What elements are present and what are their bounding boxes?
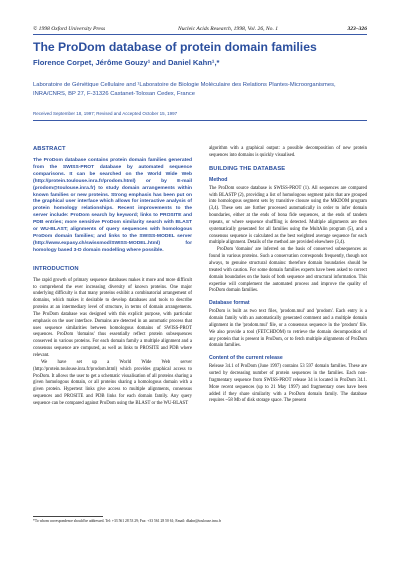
paper-title: The ProDom database of protein domain families [33, 40, 317, 54]
building-heading: BUILDING THE DATABASE [209, 165, 286, 172]
content-paragraph: Release 34.1 of ProDom (June 1997) contains 53 597 domain families. These are sorted by decreasing number of protein sequences in the families. Each non-fragmentary sequence from SWISS-PROT release 34 is located in ProDom 34.1. More recent sequences (up to 21 May 1997) and fragmentary ones have been added if they share similarity with a ProDom domain family. The database requires ~58 Mb of disk storage space. The present [209, 364, 367, 404]
method-paragraph: The ProDom source database is SWISS-PROT (1). All sequences are compared with BLASTP (2), providing a list of homologous segment pairs that are grouped into homologous segment sets by transitive closure using the MKDOM program (3,4). These sets are further processed automatically in order to infer domain boundaries, either at the ends of bona fide sequences, at the ends of tandem repeats, or where sequence shuffling is detected. Multiple alignments are then systematically generated for all families using the MultAlin program (5), and a consensus sequence is calculated as the best weighted average sequence for each multiple alignment. Details of the method are provided elsewhere (3,4). [209, 185, 367, 246]
method-heading: Method [209, 176, 228, 183]
affiliation: Laboratoire de Génétique Cellulaire and ¹Laboratoire de Biologie Moléculaire des Relations Plantes-Microorganismes, INRA/CNRS, BP 27, F-31326 Castanet-Tolosan Cedex, France [33, 82, 336, 97]
content-heading: Content of the current release [209, 355, 283, 362]
correspondence-footnote: *To whom correspondence should be addressed. Tel: +33 561 28 53 29; Fax: +33 561 28 50 61; Email: dkahn@toulouse.inra.fr [33, 519, 222, 523]
abstract-heading: ABSTRACT [33, 146, 66, 152]
abstract-text: The ProDom database contains protein domain families generated from the SWISS-PROT database by automated sequence comparisons. It can be searched on the World Wide Web (http://protein.toulouse.inra.fr/prodom.html) or by E-mail (prodom@toulouse.inra.fr) to study domain arrangements within known families or new proteins. Strong emphasis has been put on the graphical user interface which allows for interactive analysis of protein homology relationships. Recent improvements to the server include: ProDom search by keyword; links to PROSITE and PDB entries; more sensitive ProDom similarity search with BLAST or WU-BLAST; alignments of query sequences with homologous ProDom domain families; and links to the SWISS-MODEL server (http://www.expasy.ch/swissmod/SWISS-MODEL.html) for homology based 3-D domain modelling where possible. [33, 158, 192, 253]
introduction-paragraph: We have set up a World Wide Web server (http://protein.toulouse.inra.fr/prodom.html) which provides graphical access to ProDom. It allows the user to get a schematic visualisation of all proteins sharing a given homologous domain, or all proteins sharing a homologous domain with a given protein. Hypertext links give access to multiple alignments, consensus sequences and PROSITE and PDB links for each domain family. Any query sequence can be compared against ProDom using the BLAST or the WU-BLAST [33, 359, 192, 406]
method-paragraph: ProDom 'domains' are inferred on the basis of conserved subsequences as found in various proteins. Such a conservation corresponds frequently, though not always, to genuine structural domains: therefore domain boundaries should be treated with caution. For some domain families experts have been asked to correct domain boundaries on the basis of both sequence and structural information. This expertise will complement the automated process and improve the quality of ProDom domain families. [209, 247, 367, 294]
introduction-heading: INTRODUCTION [33, 265, 79, 272]
journal-citation: Nucleic Acids Research, 1998, Vol. 26, No. 1 [178, 26, 279, 32]
received-dates: Received September 18, 1997; Revised and Accepted October 15, 1997 [33, 111, 178, 116]
page-range: 323–326 [347, 26, 367, 32]
format-paragraph: ProDom is built as two text files, 'prodom.mul' and 'prodom'. Each entry is a domain family with an automatically generated comment and a multiple domain alignment in the 'prodom.mul' file, or a consensus sequence in the 'prodom' file. We also provide a tool (FETCHDOM) to retrieve the domain decomposition of any protein that is present in ProDom, or to fetch multiple alignments of ProDom domain families. [209, 309, 367, 349]
author-list: Florence Corpet, Jérôme Gouzy¹ and Daniel Kahn¹,* [33, 58, 220, 67]
footnote-rule [33, 516, 103, 517]
copyright-notice: © 1998 Oxford University Press [33, 26, 106, 32]
continued-paragraph: algorithm with a graphical output: a possible decomposition of new protein sequences into domains is quickly visualised. [209, 146, 367, 158]
title-block-rule [33, 120, 367, 121]
right-column [209, 146, 367, 405]
format-heading: Database format [209, 300, 250, 307]
introduction-paragraph: The rapid growth of primary sequence databases makes it more and more difficult to comprehend the ever increasing diversity of known proteins. One major underlying difficulty is that many proteins exhibit a combinatorial arrangement of domains, which makes it desirable to develop databases and tools to describe proteins at an intermediary level of structure, in terms of domain arrangements. The ProDom database was designed with this explicit purpose, with particular emphasis on the user interface. Domains are detected in an automatic process that uses sequence similarities between homologous domains of SWISS-PROT sequences. ProDom 'domains' thus essentially reflect protein subsequences conserved in various proteins. For each domain family a multiple alignment and a consensus sequence are computed, as well as links to PROSITE and PDB where relevant. [33, 277, 192, 358]
header-rule [33, 34, 367, 35]
left-column [33, 146, 192, 408]
